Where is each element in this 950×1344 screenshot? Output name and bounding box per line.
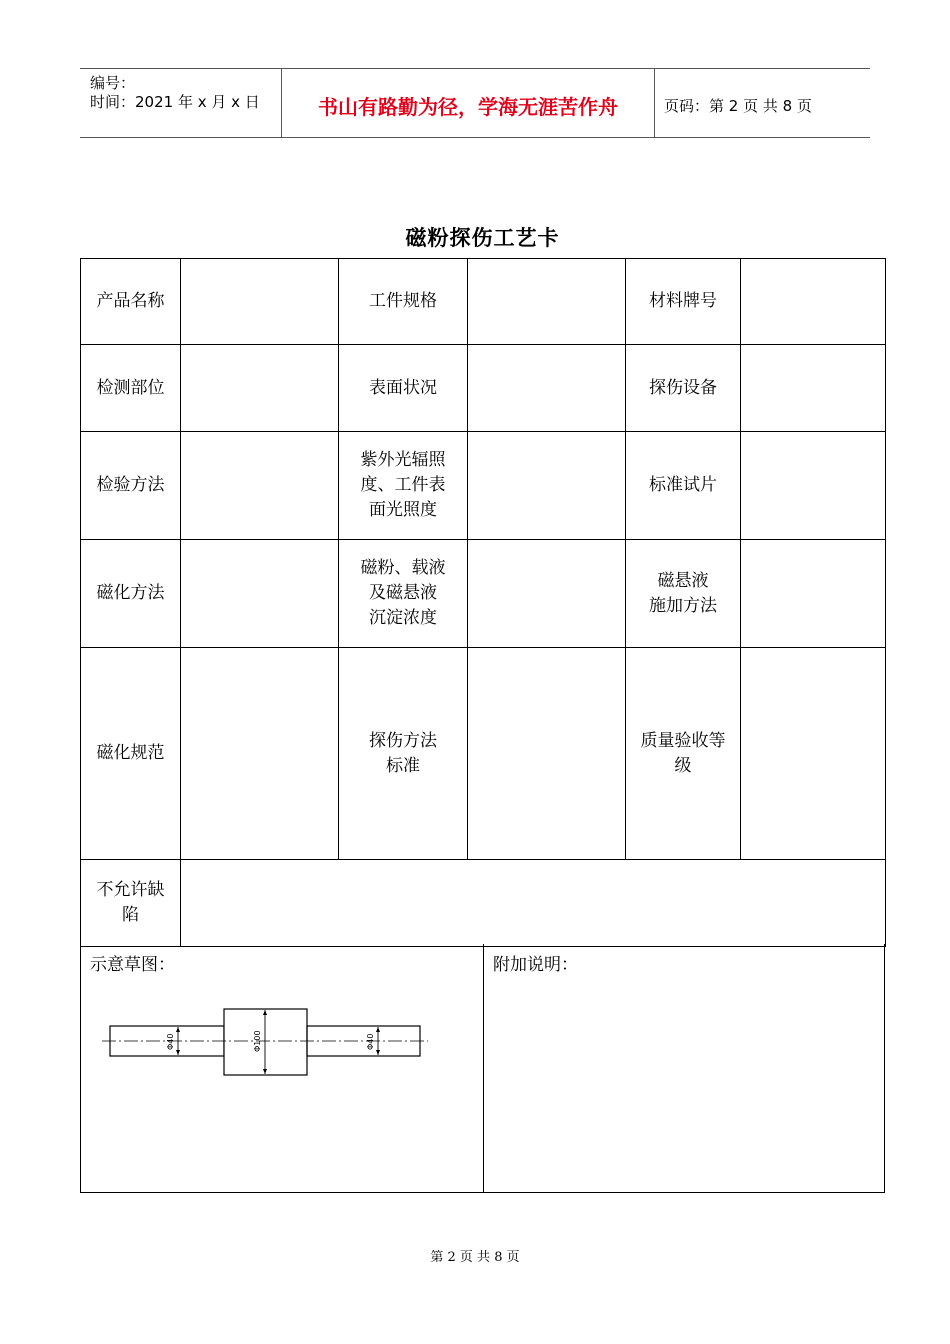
- sketch-label: 示意草图：: [90, 955, 175, 975]
- document-title: 磁粉探伤工艺卡: [405, 225, 560, 250]
- field-value[interactable]: [468, 648, 626, 860]
- field-label: 质量验收等 级: [626, 648, 741, 860]
- header-motto: 书山有路勤为径，学海无涯苦作舟: [318, 95, 618, 119]
- field-value[interactable]: [181, 259, 339, 345]
- field-label: 紫外光辐照 度、工件表 面光照度: [339, 432, 468, 540]
- header-motto-cell: [281, 69, 655, 137]
- field-value[interactable]: [741, 259, 886, 345]
- field-value[interactable]: [741, 432, 886, 540]
- field-label: 工件规格: [339, 259, 468, 345]
- field-label: 探伤设备: [626, 345, 741, 432]
- field-value[interactable]: [181, 432, 339, 540]
- field-value[interactable]: [468, 432, 626, 540]
- field-label: 磁粉、载液 及磁悬液 沉淀浓度: [339, 540, 468, 648]
- form-row: [81, 648, 886, 860]
- page-footer: 第 2 页 共 8 页: [430, 1250, 520, 1265]
- form-row: [81, 540, 886, 648]
- field-value[interactable]: [468, 345, 626, 432]
- field-value[interactable]: [741, 540, 886, 648]
- field-value[interactable]: [741, 345, 886, 432]
- field-value[interactable]: [468, 540, 626, 648]
- defects-row: [81, 860, 886, 947]
- field-value[interactable]: [181, 648, 339, 860]
- field-value[interactable]: [468, 259, 626, 345]
- center-shaft-section: [224, 1009, 307, 1075]
- form-row: [81, 345, 886, 432]
- document-number-label: 编号：: [90, 74, 136, 92]
- field-value[interactable]: [181, 540, 339, 648]
- dimension-center: Φ100: [253, 1030, 262, 1052]
- form-row: [81, 259, 886, 345]
- field-label: 探伤方法 标准: [339, 648, 468, 860]
- label-not-allowed-defects: 不允许缺 陷: [81, 860, 181, 947]
- field-label: 磁化规范: [81, 648, 181, 860]
- field-label: 磁化方法: [81, 540, 181, 648]
- field-value[interactable]: [181, 345, 339, 432]
- process-card-table: [80, 258, 886, 947]
- form-row: [81, 432, 886, 540]
- header-page-cell: [654, 69, 870, 137]
- header-meta: [80, 69, 281, 137]
- document-date-label: 时间：2021 年 x 月 x 日: [90, 93, 260, 111]
- shaft-sketch: [100, 1002, 430, 1082]
- page-header: [80, 68, 870, 138]
- field-label: 表面状况: [339, 345, 468, 432]
- notes-label: 附加说明：: [493, 955, 578, 975]
- header-page-number: 页码：第 2 页 共 8 页: [664, 97, 812, 115]
- dimension-left: Φ40: [166, 1033, 175, 1050]
- dimension-right: Φ40: [366, 1033, 375, 1050]
- field-label: 材料牌号: [626, 259, 741, 345]
- field-label: 产品名称: [81, 259, 181, 345]
- field-value[interactable]: [741, 648, 886, 860]
- field-label: 检验方法: [81, 432, 181, 540]
- field-label: 标准试片: [626, 432, 741, 540]
- value-not-allowed-defects[interactable]: [181, 860, 886, 947]
- field-label: 检测部位: [81, 345, 181, 432]
- field-label: 磁悬液 施加方法: [626, 540, 741, 648]
